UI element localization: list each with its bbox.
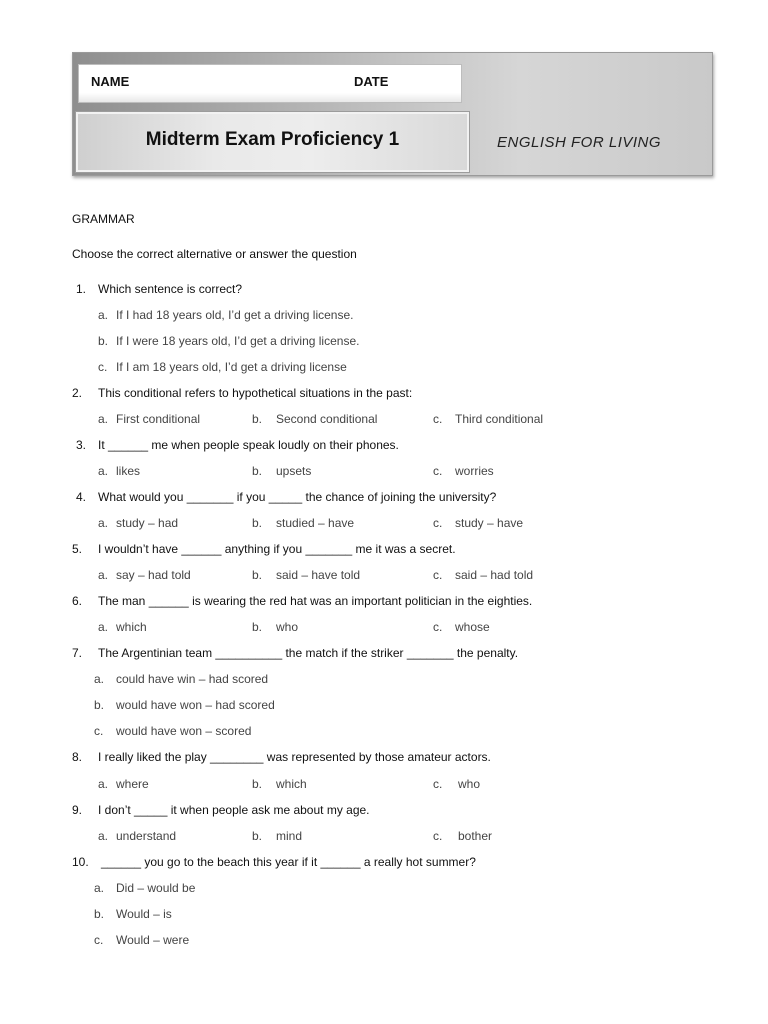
question-text: It ______ me when people speak loudly on their phones. (98, 438, 399, 452)
title-box (76, 112, 469, 172)
option-text: If I had 18 years old, I’d get a driving license. (116, 308, 354, 322)
page-title: Midterm Exam Proficiency 1 (145, 129, 400, 150)
option-text: studied – have (276, 516, 355, 530)
option-letter: a. (94, 881, 105, 895)
option-text: If I am 18 years old, I’d get a driving license (116, 360, 347, 374)
question-text: Which sentence is correct? (98, 282, 243, 296)
option-letter: a. (98, 620, 109, 634)
option-letter: a. (98, 464, 109, 478)
option-letter: b. (252, 620, 263, 634)
option-letter: c. (94, 724, 104, 738)
option-text: study – had (116, 516, 179, 530)
option-text: would have won – scored (116, 724, 252, 738)
option-letter: a. (98, 568, 109, 582)
option-letter: b. (252, 464, 263, 478)
option-letter: c. (433, 412, 443, 426)
option-text: study – have (455, 516, 524, 530)
option-text: which (276, 777, 307, 791)
question-text: What would you _______ if you _____ the chance of joining the university? (98, 490, 497, 504)
option-letter: c. (433, 620, 443, 634)
name-label: NAME (91, 74, 130, 89)
option-letter: a. (94, 672, 105, 686)
option-letter: c. (98, 360, 108, 374)
option-letter: c. (433, 464, 443, 478)
option-text: worries (455, 464, 494, 478)
question-number: 1. (76, 282, 87, 296)
question-text: I don’t _____ it when people ask me about my age. (98, 803, 370, 817)
option-text: upsets (276, 464, 312, 478)
question-number: 7. (72, 646, 83, 660)
instruction-text: Choose the correct alternative or answer the question (72, 247, 357, 261)
option-text: would have won – had scored (116, 698, 275, 712)
option-text: mind (276, 829, 303, 843)
option-letter: b. (94, 907, 105, 921)
option-letter: b. (252, 777, 263, 791)
option-text: said – have told (276, 568, 361, 582)
option-text: Would – is (116, 907, 172, 921)
option-text: say – had told (116, 568, 191, 582)
option-text: which (116, 620, 147, 634)
option-text: Would – were (116, 933, 190, 947)
question-number: 9. (72, 803, 83, 817)
option-text: Second conditional (276, 412, 378, 426)
option-text: said – had told (455, 568, 534, 582)
option-text: First conditional (116, 412, 201, 426)
question-number: 4. (76, 490, 87, 504)
option-letter: b. (252, 516, 263, 530)
option-letter: b. (252, 412, 263, 426)
question-text: The Argentinian team __________ the match if the striker _______ the penalty. (98, 646, 519, 660)
option-letter: a. (98, 516, 109, 530)
option-text: likes (116, 464, 141, 478)
option-text: who (458, 777, 481, 791)
option-text: If I were 18 years old, I’d get a driving license. (116, 334, 360, 348)
section-title: GRAMMAR (72, 212, 135, 226)
brand-text: ENGLISH FOR LIVING (497, 134, 662, 151)
option-letter: c. (433, 777, 443, 791)
question-number: 6. (72, 594, 83, 608)
option-text: understand (116, 829, 177, 843)
option-text: where (116, 777, 149, 791)
option-letter: b. (252, 829, 263, 843)
question-text: The man ______ is wearing the red hat was an important politician in the eighties. (98, 594, 533, 608)
option-letter: b. (94, 698, 105, 712)
option-letter: a. (98, 829, 109, 843)
option-text: Third conditional (455, 412, 544, 426)
option-letter: c. (433, 568, 443, 582)
question-number: 5. (72, 542, 83, 556)
question-text: I wouldn’t have ______ anything if you _______ me it was a secret. (98, 542, 456, 556)
question-number: 3. (76, 438, 87, 452)
date-label: DATE (354, 74, 389, 89)
name-date-box (78, 64, 462, 103)
option-text: who (276, 620, 299, 634)
question-text: ______ you go to the beach this year if it ______ a really hot summer? (101, 855, 476, 869)
option-letter: a. (98, 412, 109, 426)
option-text: could have win – had scored (116, 672, 269, 686)
option-text: whose (455, 620, 490, 634)
question-text: I really liked the play ________ was represented by those amateur actors. (98, 750, 491, 764)
option-letter: c. (433, 516, 443, 530)
option-text: Did – would be (116, 881, 196, 895)
option-letter: a. (98, 777, 109, 791)
option-letter: b. (252, 568, 263, 582)
option-letter: b. (98, 334, 109, 348)
question-number: 2. (72, 386, 83, 400)
option-letter: c. (94, 933, 104, 947)
question-text: This conditional refers to hypothetical situations in the past: (98, 386, 413, 400)
option-letter: c. (433, 829, 443, 843)
option-text: bother (458, 829, 493, 843)
question-number: 10. (72, 855, 89, 869)
option-letter: a. (98, 308, 109, 322)
question-number: 8. (72, 750, 83, 764)
